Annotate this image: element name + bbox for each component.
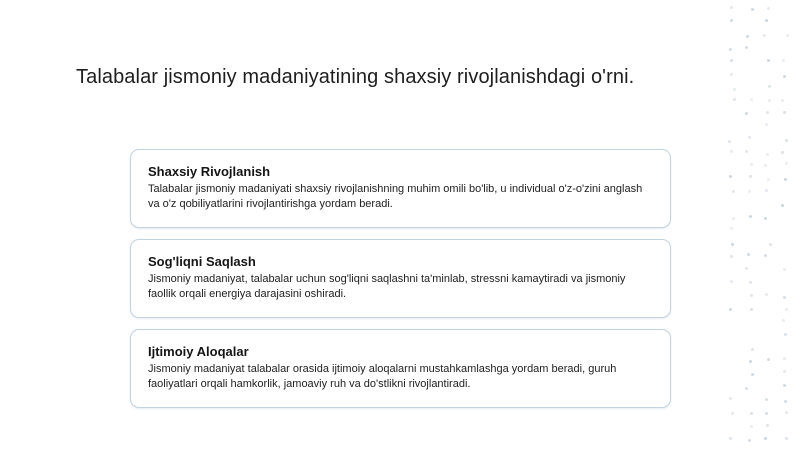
decorative-dot [733,98,736,101]
decorative-dot [733,88,736,91]
decorative-dot [750,412,753,415]
decorative-dot [768,99,771,102]
decorative-dot [731,412,734,415]
decorative-dot [750,163,753,166]
decorative-dot [729,308,732,311]
decorative-dot [729,437,732,440]
decorative-dot [729,397,732,400]
decorative-dot [765,19,768,22]
decorative-dot [783,75,786,78]
decorative-dot [781,151,784,154]
card-shaxsiy-rivojlanish [130,149,671,228]
decorative-dot [767,178,770,181]
decorative-dot [769,243,772,246]
decorative-dot [747,253,750,256]
decorative-dot [784,333,787,336]
decorative-dot [730,280,733,283]
decorative-dot [764,254,767,257]
card-title: Sog'liqni Saqlash [148,254,256,269]
decorative-dot [783,268,786,271]
decorative-dot [750,308,753,311]
decorative-dot [765,412,768,415]
decorative-dot [767,7,770,10]
decorative-dot-pattern [718,0,800,449]
decorative-dot [730,150,733,153]
decorative-dot [765,123,768,126]
decorative-dot [766,424,769,427]
decorative-dot [767,358,770,361]
decorative-dot [732,217,735,220]
decorative-dot [764,164,767,167]
decorative-dot [785,139,788,142]
decorative-dot [745,267,748,270]
decorative-dot [729,48,732,51]
decorative-dot [784,400,787,403]
decorative-dot [783,296,786,299]
decorative-dot [768,85,771,88]
decorative-dot [745,46,748,49]
card-text: Jismoniy madaniyat, talabalar uchun sog'liqni saqlashni ta'minlab, stressni kamaytiradi va jismoniy faollik orqali energiya darajasini oshiradi. [148,273,626,300]
decorative-dot [748,439,751,442]
decorative-dot [783,111,786,114]
card-sogliqni-saqlash [130,239,671,318]
decorative-dot [782,319,785,322]
decorative-dot [730,255,733,258]
decorative-dot [748,190,751,193]
decorative-dot [783,384,786,387]
decorative-dot [767,59,770,62]
decorative-dot [746,35,749,38]
decorative-dot [786,34,789,37]
decorative-dot [782,59,785,62]
decorative-dot [750,425,753,428]
decorative-dot [732,190,735,193]
decorative-dot [765,293,768,296]
decorative-dot [730,59,733,62]
decorative-dot [750,98,753,101]
card-ijtimoiy-aloqalar [130,329,671,408]
decorative-dot [749,175,752,178]
card-list [130,149,671,419]
decorative-dot [730,6,733,9]
decorative-dot [784,178,787,181]
decorative-dot [781,99,784,102]
decorative-dot [745,387,748,390]
decorative-dot [783,370,786,373]
decorative-dot [728,140,731,143]
decorative-dot [745,112,748,115]
decorative-dot [749,360,752,363]
slide-title: Talabalar jismoniy madaniyatining shaxsiy rivojlanishdagi o'rni. [76,66,635,88]
decorative-dot [749,281,752,284]
decorative-dot [764,217,767,220]
decorative-dot [785,162,788,165]
decorative-dot [785,437,788,440]
card-text: Jismoniy madaniyat talabalar orasida ijtimoiy aloqalarni mustahkamlashga yordam beradi, guruh faoliyatlari orqali hamkorlik, jamoaviy ruh va do'stlikni rivojlantiradi. [148,363,617,390]
decorative-dot [730,227,733,230]
decorative-dot [745,150,748,153]
decorative-dot [765,398,768,401]
decorative-dot [729,175,732,178]
card-title: Shaxsiy Rivojlanish [148,164,271,179]
decorative-dot [763,34,766,37]
decorative-dot [766,111,769,114]
decorative-dot [781,204,784,207]
decorative-dot [751,348,754,351]
decorative-dot [751,373,754,376]
decorative-dot [730,19,733,22]
card-title: Ijtimoiy Aloqalar [148,344,249,359]
decorative-dot [749,215,752,218]
decorative-dot [730,73,733,76]
decorative-dot [785,411,788,414]
decorative-dot [765,189,768,192]
decorative-dot [783,357,786,360]
decorative-dot [731,243,734,246]
decorative-dot [751,8,754,11]
decorative-dot [750,294,753,297]
decorative-dot [766,153,769,156]
decorative-dot [785,308,788,311]
card-text: Talabalar jismoniy madaniyati shaxsiy rivojlanishning muhim omili bo'lib, u individual o'z-o'zini anglash va o'z qobiliyatlarini rivojlantirishga yordam beradi. [148,183,643,210]
decorative-dot [748,136,751,139]
decorative-dot [764,437,767,440]
